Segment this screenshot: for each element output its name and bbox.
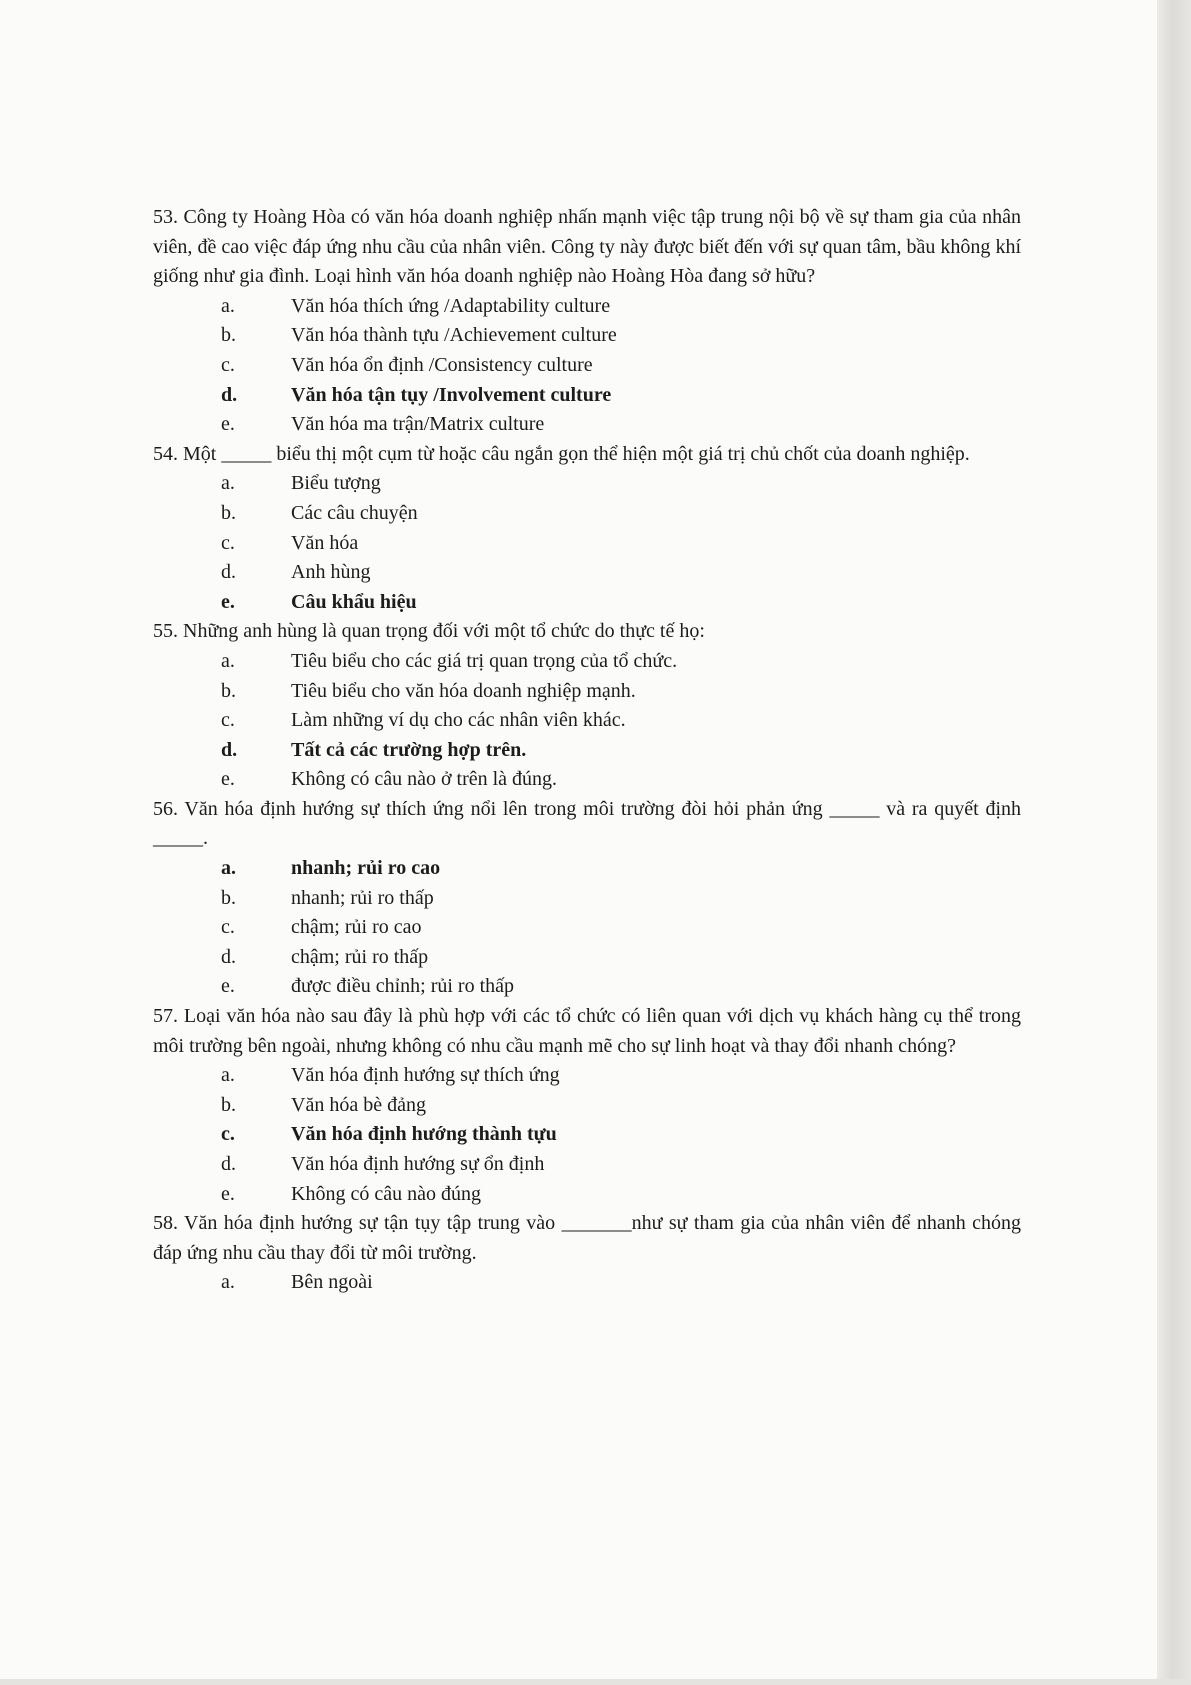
option-text: chậm; rủi ro thấp	[291, 945, 429, 968]
question-text: 57. Loại văn hóa nào sau đây là phù hợp với các tổ chức có liên quan với dịch vụ khách hàng cụ thể trong môi trường bên ngoài, nhưng không có nhu cầu mạnh mẽ cho sự linh hoạt và thay đổi nhanh chóng?	[153, 1005, 1021, 1057]
answer-option	[153, 884, 1021, 914]
answer-option	[153, 351, 1021, 381]
option-letter: e.	[221, 590, 235, 613]
option-letter: d.	[221, 1153, 236, 1175]
option-text: Biểu tượng	[291, 472, 381, 495]
question-list	[153, 203, 1021, 1298]
option-letter: a.	[221, 1064, 235, 1087]
question-text: 53. Công ty Hoàng Hòa có văn hóa doanh nghiệp nhấn mạnh việc tập trung nội bộ về sự tham gia của nhân viên, đề cao việc đáp ứng nhu cầu của nhân viên. Công ty này được biết đến với sự quan tâm, bầu không khí giống như gia đình. Loại hình văn hóa doanh nghiệp nào Hoàng Hòa đang sở hữu?	[153, 206, 1021, 288]
option-letter: d.	[221, 383, 238, 406]
option-text: Văn hóa định hướng thành tựu	[291, 1123, 557, 1146]
answer-option	[153, 410, 1021, 440]
option-letter: b.	[221, 1093, 236, 1116]
option-letter: a.	[221, 294, 235, 317]
question-block	[153, 795, 1021, 1002]
option-letter: b.	[221, 886, 236, 909]
scanner-edge	[1157, 0, 1191, 1685]
answer-option	[153, 1268, 1021, 1298]
option-letter: a.	[221, 1271, 235, 1294]
option-letter: c.	[221, 531, 235, 554]
answer-option	[153, 647, 1021, 677]
option-letter: d.	[221, 738, 238, 761]
option-text: chậm; rủi ro cao	[291, 916, 422, 939]
option-list	[153, 647, 1021, 795]
option-letter: c.	[221, 709, 235, 732]
option-text: Văn hóa thích ứng /Adaptability culture	[291, 294, 611, 317]
answer-option	[153, 499, 1021, 529]
answer-option	[153, 765, 1021, 795]
answer-option	[153, 469, 1021, 499]
answer-option-correct	[153, 588, 1021, 618]
option-letter: c.	[221, 353, 235, 376]
option-letter: a.	[221, 649, 235, 672]
answer-option	[153, 321, 1021, 351]
option-letter: c.	[221, 1123, 235, 1146]
answer-option-correct	[153, 381, 1021, 411]
option-text: Văn hóa ma trận/Matrix culture	[291, 413, 545, 436]
question-text: 58. Văn hóa định hướng sự tận tụy tập trung vào _______như sự tham gia của nhân viên để nhanh chóng đáp ứng nhu cầu thay đổi từ môi trường.	[153, 1212, 1021, 1264]
option-text: Văn hóa ổn định /Consistency culture	[291, 353, 593, 376]
option-text: Văn hóa bè đảng	[291, 1093, 426, 1116]
option-text: Các câu chuyện	[291, 501, 418, 524]
answer-option-correct	[153, 736, 1021, 766]
question-block	[153, 203, 1021, 440]
answer-option	[153, 1180, 1021, 1210]
option-letter: b.	[221, 679, 236, 702]
question-block	[153, 1002, 1021, 1209]
option-letter: b.	[221, 324, 236, 347]
answer-option	[153, 1061, 1021, 1091]
option-text: Văn hóa định hướng sự ổn định	[291, 1153, 545, 1175]
option-text: Anh hùng	[291, 561, 371, 584]
option-text: Tiêu biểu cho văn hóa doanh nghiệp mạnh.	[291, 679, 636, 702]
option-text: nhanh; rủi ro thấp	[291, 886, 434, 909]
option-letter: e.	[221, 1182, 235, 1205]
scanner-bottom-edge	[0, 1679, 1191, 1685]
option-text: Văn hóa định hướng sự thích ứng	[291, 1064, 560, 1087]
answer-option	[153, 913, 1021, 943]
answer-option-correct	[153, 854, 1021, 884]
answer-option	[153, 943, 1021, 973]
answer-option-correct	[153, 1120, 1021, 1150]
option-text: Văn hóa thành tựu /Achievement culture	[291, 324, 617, 347]
option-letter: e.	[221, 975, 235, 998]
option-list	[153, 854, 1021, 1002]
answer-option	[153, 706, 1021, 736]
option-list	[153, 1268, 1021, 1298]
option-list	[153, 292, 1021, 440]
option-letter: d.	[221, 945, 236, 968]
option-letter: a.	[221, 857, 236, 880]
answer-option	[153, 677, 1021, 707]
option-text: Bên ngoài	[291, 1271, 373, 1294]
answer-option	[153, 972, 1021, 1002]
option-text: Không có câu nào ở trên là đúng.	[291, 768, 558, 791]
answer-option	[153, 1091, 1021, 1121]
answer-option	[153, 529, 1021, 559]
option-letter: c.	[221, 916, 235, 939]
option-text: Không có câu nào đúng	[291, 1182, 481, 1205]
option-letter: b.	[221, 501, 236, 524]
answer-option	[153, 558, 1021, 588]
option-letter: a.	[221, 472, 235, 495]
question-block	[153, 1209, 1021, 1298]
option-list	[153, 1061, 1021, 1209]
option-text: nhanh; rủi ro cao	[291, 857, 441, 880]
option-text: Văn hóa	[291, 531, 359, 554]
question-text: 55. Những anh hùng là quan trọng đối với một tổ chức do thực tế họ:	[153, 620, 705, 643]
option-text: Làm những ví dụ cho các nhân viên khác.	[291, 709, 626, 732]
option-text: Tất cả các trường hợp trên.	[291, 738, 527, 761]
option-letter: e.	[221, 413, 235, 436]
question-block	[153, 440, 1021, 618]
question-block	[153, 617, 1021, 795]
option-text: Tiêu biểu cho các giá trị quan trọng của tổ chức.	[291, 649, 678, 672]
answer-option	[153, 1150, 1021, 1180]
option-text: Văn hóa tận tụy /Involvement culture	[291, 383, 612, 406]
option-letter: e.	[221, 768, 235, 791]
option-text: được điều chỉnh; rủi ro thấp	[291, 975, 515, 998]
question-text: 54. Một _____ biểu thị một cụm từ hoặc câu ngắn gọn thể hiện một giá trị chủ chốt của doanh nghiệp.	[153, 442, 970, 465]
option-text: Câu khẩu hiệu	[291, 590, 417, 613]
option-list	[153, 469, 1021, 617]
answer-option	[153, 292, 1021, 322]
question-text: 56. Văn hóa định hướng sự thích ứng nổi lên trong môi trường đòi hỏi phản ứng _____ và ra quyết định _____.	[153, 797, 1021, 850]
option-letter: d.	[221, 561, 236, 584]
